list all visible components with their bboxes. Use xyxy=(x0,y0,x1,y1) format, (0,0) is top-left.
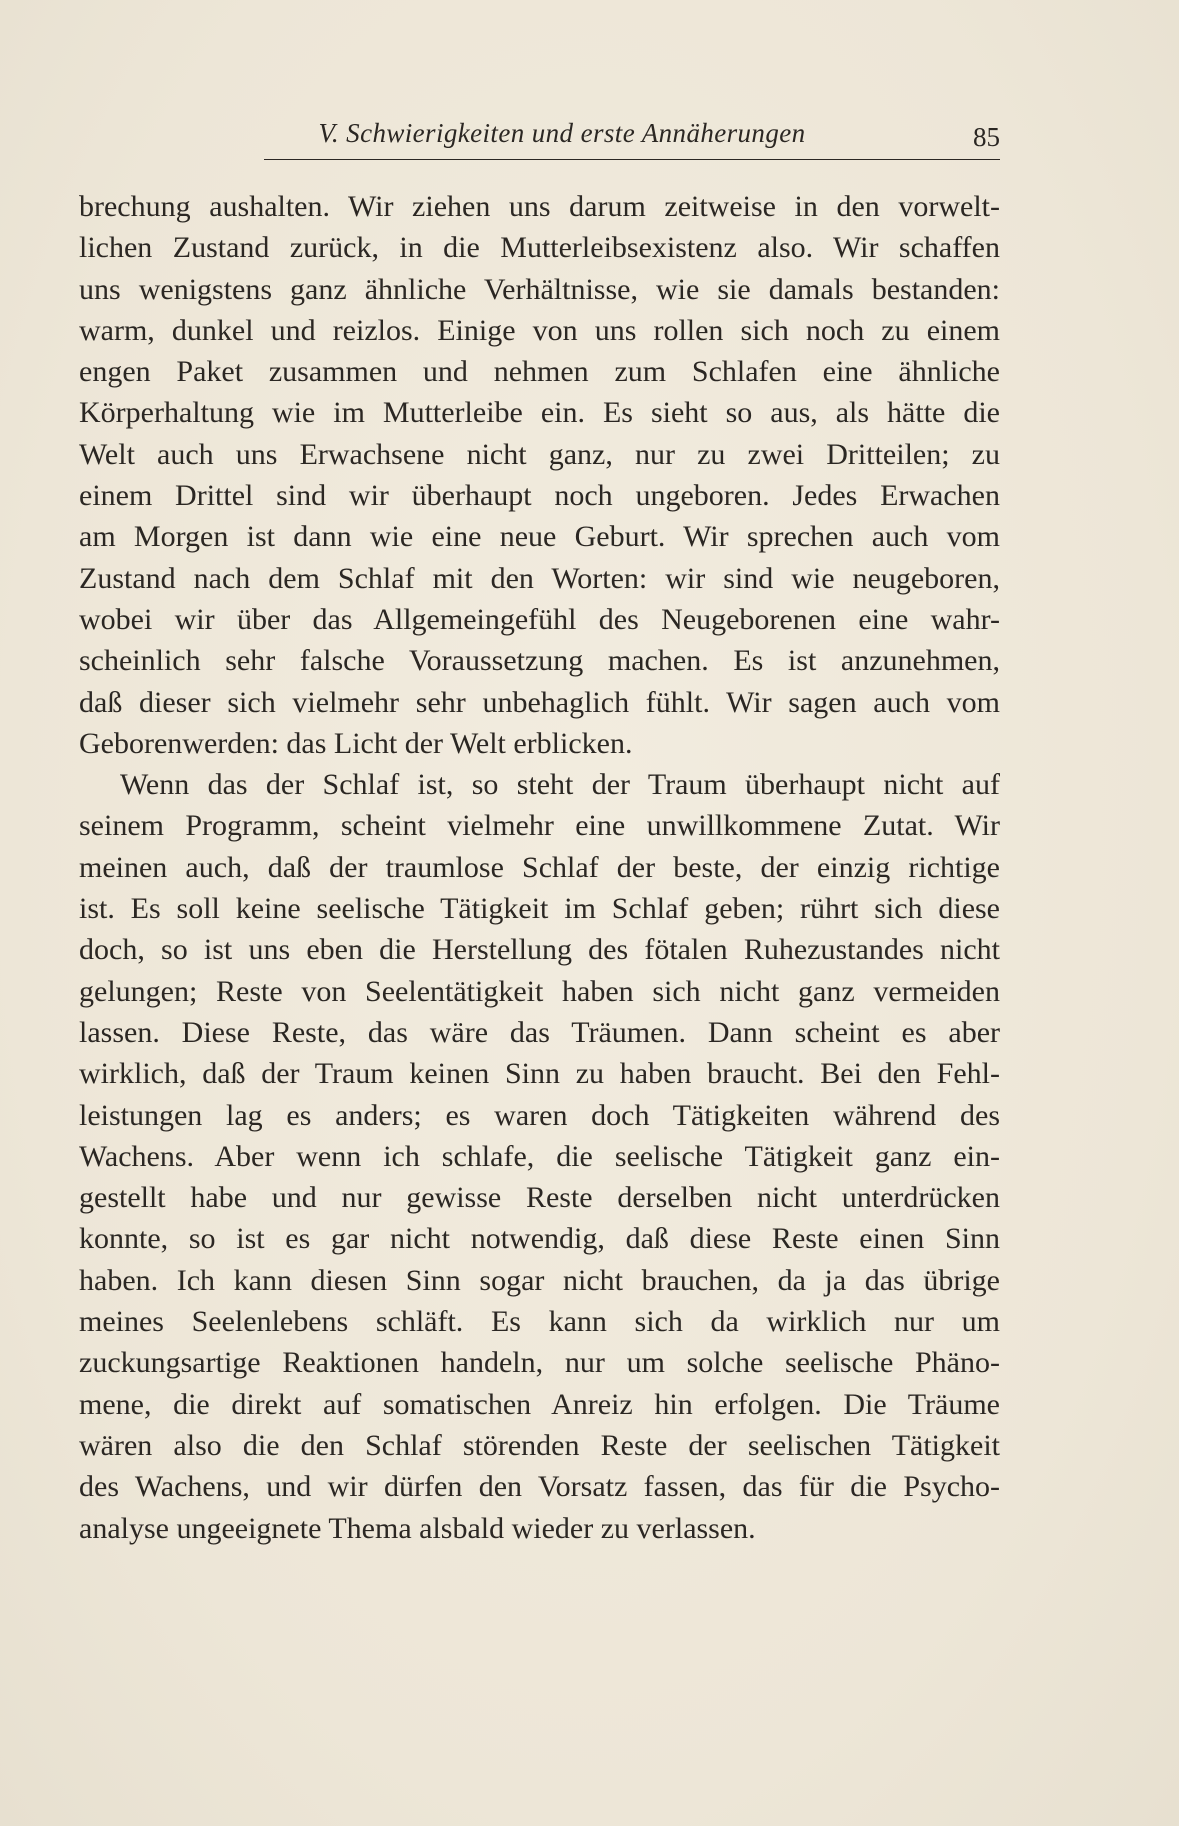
text-line: Wachens. Aber wenn ich schlafe, die seelische Tätigkeit ganz ein- xyxy=(79,1139,1000,1173)
text-line: am Morgen ist dann wie eine neue Geburt. Wir sprechen auch vom xyxy=(79,520,1000,554)
text-line: zuckungsartige Reaktionen handeln, nur um solche seelische Phäno- xyxy=(79,1346,1000,1380)
paragraph-1 xyxy=(79,186,1000,764)
text-line: mene, die direkt auf somatischen Anreiz hin erfolgen. Die Träume xyxy=(79,1387,1000,1421)
text-line: warm, dunkel und reizlos. Einige von uns rollen sich noch zu einem xyxy=(79,313,1000,347)
text-line: lassen. Diese Reste, das wäre das Träumen. Dann scheint es aber xyxy=(79,1015,1000,1049)
text-line: uns wenigstens ganz ähnliche Verhältnisse, wie sie damals bestanden: xyxy=(79,272,1000,306)
text-line: haben. Ich kann diesen Sinn sogar nicht brauchen, da ja das übrige xyxy=(79,1263,1000,1297)
text-line: analyse ungeeignete Thema alsbald wieder zu verlassen. xyxy=(79,1511,756,1545)
text-line: daß dieser sich vielmehr sehr unbehaglich fühlt. Wir sagen auch vom xyxy=(79,685,1000,719)
text-line: Körperhaltung wie im Mutterleibe ein. Es sieht so aus, als hätte die xyxy=(79,396,1000,430)
text-line: leistungen lag es anders; es waren doch Tätigkeiten während des xyxy=(79,1098,1000,1132)
text-line: meinen auch, daß der traumlose Schlaf der beste, der einzig richtige xyxy=(79,850,1000,884)
text-line: Wenn das der Schlaf ist, so steht der Traum überhaupt nicht auf xyxy=(120,768,1000,802)
text-line: Zustand nach dem Schlaf mit den Worten: wir sind wie neugeboren, xyxy=(79,561,1000,595)
text-line: des Wachens, und wir dürfen den Vorsatz fassen, das für die Psycho- xyxy=(79,1470,1000,1504)
text-line: wären also die den Schlaf störenden Reste der seelischen Tätigkeit xyxy=(79,1428,1000,1462)
text-line: doch, so ist uns eben die Herstellung des fötalen Ruhezustandes nicht xyxy=(79,933,1000,967)
text-line: einem Drittel sind wir überhaupt noch ungeboren. Jedes Erwachen xyxy=(79,479,1000,513)
text-line: gestellt habe und nur gewisse Reste derselben nicht unterdrücken xyxy=(79,1181,1000,1215)
text-line: brechung aushalten. Wir ziehen uns darum zeitweise in den vorwelt- xyxy=(79,190,1000,223)
body-text xyxy=(79,186,1000,1549)
text-line: meines Seelenlebens schläft. Es kann sich da wirklich nur um xyxy=(79,1305,1000,1339)
text-line: ist. Es soll keine seelische Tätigkeit im Schlaf geben; rührt sich diese xyxy=(79,892,1000,926)
paragraph-2 xyxy=(79,764,1000,1549)
text-line: seinem Programm, scheint vielmehr eine unwillkommene Zutat. Wir xyxy=(79,809,1000,843)
page-number: 85 xyxy=(973,122,1000,152)
header-rule xyxy=(264,159,1000,160)
text-line: konnte, so ist es gar nicht notwendig, daß diese Reste einen Sinn xyxy=(79,1222,1000,1256)
text-line: lichen Zustand zurück, in die Mutterleibsexistenz also. Wir schaffen xyxy=(79,231,1000,265)
text-line: Geborenwerden: das Licht der Welt erblicken. xyxy=(79,726,633,760)
running-title: V. Schwierigkeiten und erste Annäherungen xyxy=(318,118,806,148)
text-line: wirklich, daß der Traum keinen Sinn zu haben braucht. Bei den Fehl- xyxy=(79,1057,1000,1091)
text-line: wobei wir über das Allgemeingefühl des Neugeborenen eine wahr- xyxy=(79,602,1000,636)
text-line: scheinlich sehr falsche Voraussetzung machen. Es ist anzunehmen, xyxy=(79,644,1000,678)
text-line: engen Paket zusammen und nehmen zum Schlafen eine ähnliche xyxy=(79,355,1000,389)
text-line: gelungen; Reste von Seelentätigkeit haben sich nicht ganz vermeiden xyxy=(79,974,1000,1008)
text-line: Welt auch uns Erwachsene nicht ganz, nur zu zwei Dritteilen; zu xyxy=(79,437,1000,471)
